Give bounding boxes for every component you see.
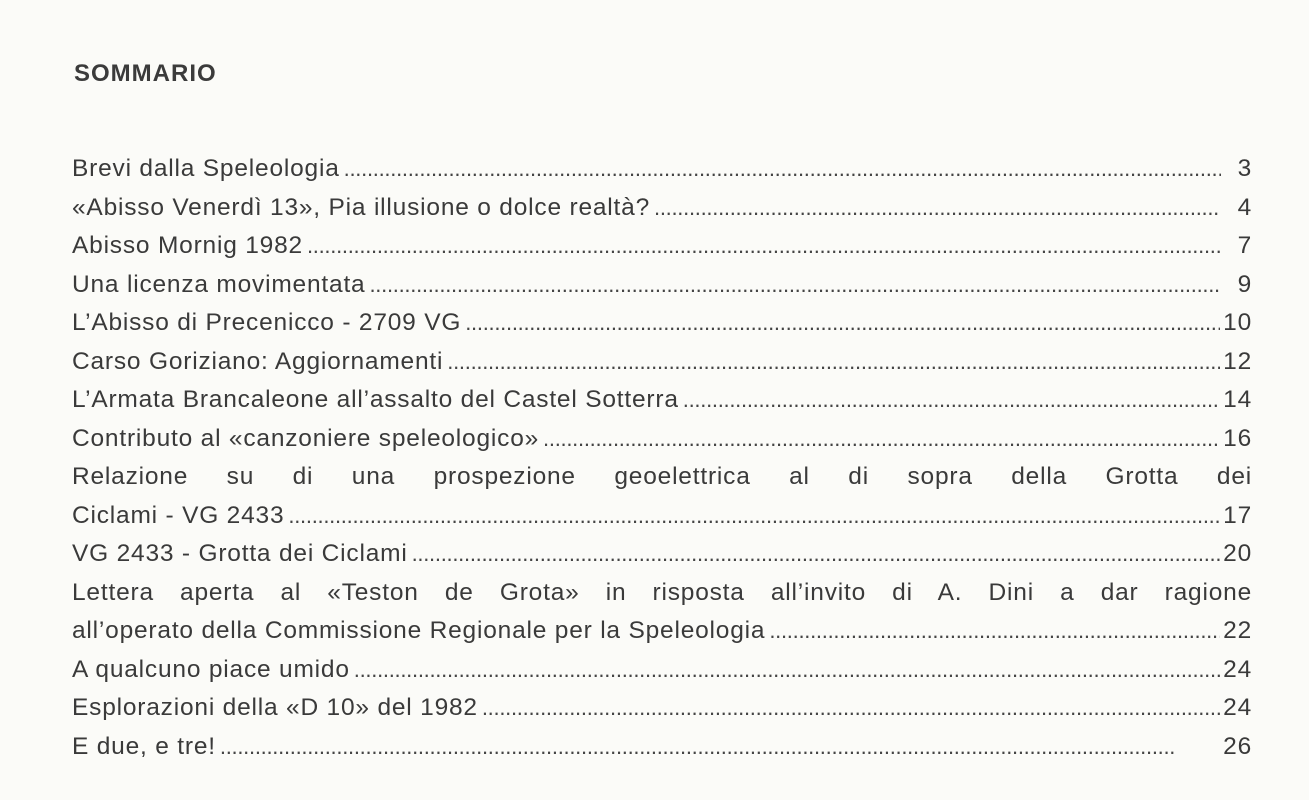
toc-entry-title-line1: Lettera aperta al «Teston de Grota» in risposta all’invito di A. Dini a dar ragione (72, 578, 1252, 606)
toc-entry (72, 227, 1252, 266)
toc-entry-title: Contributo al «canzoniere speleologico» (72, 424, 540, 452)
toc-entry-first-line (72, 458, 1252, 497)
toc-entry-page: 22 (1223, 617, 1252, 644)
dot-leader (412, 535, 1221, 574)
toc-entry-title: Brevi dalla Speleologia (72, 155, 340, 182)
dot-leader (654, 189, 1221, 228)
toc-entry-page: 20 (1223, 540, 1252, 567)
dot-leader (683, 381, 1220, 420)
toc-entry-title: E due, e tre! (72, 732, 216, 760)
toc-entry (72, 535, 1252, 574)
toc-entry-page: 24 (1223, 655, 1252, 683)
page-title: SOMMARIO (74, 60, 217, 87)
toc-entry (72, 612, 1252, 651)
toc-entry-page: 9 (1237, 270, 1252, 298)
toc-entry (72, 304, 1252, 343)
toc-entry (72, 689, 1252, 728)
dot-leader (543, 420, 1220, 459)
toc-entry-page: 14 (1223, 386, 1252, 413)
toc-entry (72, 497, 1252, 536)
toc-entry-title: Carso Goriziano: Aggiornamenti (72, 347, 444, 375)
dot-leader (344, 150, 1221, 189)
toc-entry-title: Una licenza movimentata (72, 270, 366, 298)
toc-entry-title: VG 2433 - Grotta dei Ciclami (72, 540, 408, 567)
toc-entry (72, 728, 1252, 767)
dot-leader (769, 612, 1220, 651)
toc-entry (72, 381, 1252, 420)
dot-leader (220, 728, 1220, 767)
toc-entry-page: 24 (1223, 694, 1252, 721)
toc-entry-title: L’Abisso di Precenicco - 2709 VG (72, 309, 462, 336)
toc-entry-page: 7 (1237, 232, 1252, 259)
dot-leader (354, 651, 1220, 690)
toc-entry-first-line (72, 574, 1252, 613)
toc-entry-page: 26 (1223, 732, 1252, 760)
toc-entry (72, 343, 1252, 382)
toc-entry-title: L’Armata Brancaleone all’assalto del Castel Sotterra (72, 386, 679, 413)
toc-entry-page: 17 (1223, 501, 1252, 529)
dot-leader (482, 689, 1220, 728)
toc-entry-title-line1: Relazione su di una prospezione geoelettrica al di sopra della Grotta dei (72, 463, 1252, 490)
dot-leader (288, 497, 1220, 536)
toc-entry (72, 150, 1252, 189)
toc-entry (72, 420, 1252, 459)
toc-entry-page: 4 (1237, 193, 1252, 221)
table-of-contents (72, 150, 1252, 766)
dot-leader (447, 343, 1220, 382)
toc-entry (72, 189, 1252, 228)
toc-entry (72, 266, 1252, 305)
toc-entry-title-line2: Ciclami - VG 2433 (72, 501, 285, 529)
toc-entry-title: A qualcuno piace umido (72, 655, 350, 683)
toc-entry-page: 12 (1223, 347, 1252, 375)
dot-leader (369, 266, 1221, 305)
toc-entry (72, 651, 1252, 690)
toc-entry-title: Abisso Mornig 1982 (72, 232, 303, 259)
toc-entry-page: 3 (1237, 155, 1252, 182)
toc-entry-page: 16 (1223, 424, 1252, 452)
toc-entry-title: Esplorazioni della «D 10» del 1982 (72, 694, 478, 721)
dot-leader (307, 227, 1221, 266)
toc-entry-title: «Abisso Venerdì 13», Pia illusione o dolce realtà? (72, 193, 650, 221)
toc-entry-page: 10 (1223, 309, 1252, 336)
toc-entry-title-line2: all’operato della Commissione Regionale per la Speleologia (72, 617, 766, 644)
dot-leader (465, 304, 1220, 343)
